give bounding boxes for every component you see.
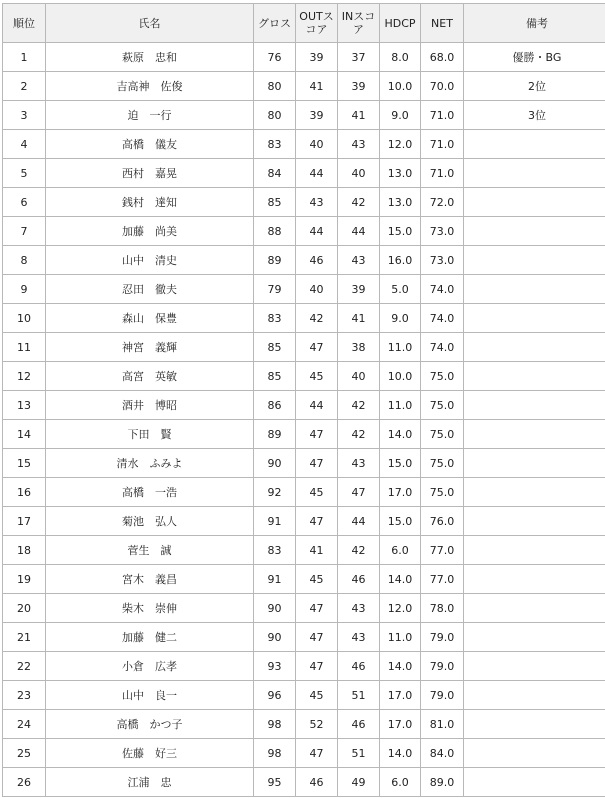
gross-cell: 80 xyxy=(254,101,296,130)
out-score-cell: 45 xyxy=(296,681,338,710)
out-score-cell: 45 xyxy=(296,478,338,507)
hdcp-cell: 8.0 xyxy=(380,43,421,72)
name-cell: 江浦 忠 xyxy=(46,768,254,797)
out-score-cell: 46 xyxy=(296,246,338,275)
out-score-cell: 47 xyxy=(296,507,338,536)
in-score-cell: 42 xyxy=(338,391,380,420)
rank-cell: 23 xyxy=(3,681,46,710)
net-cell: 74.0 xyxy=(421,275,464,304)
net-cell: 75.0 xyxy=(421,420,464,449)
hdcp-cell: 17.0 xyxy=(380,681,421,710)
rank-cell: 13 xyxy=(3,391,46,420)
table-body xyxy=(3,43,605,797)
out-score-cell: 47 xyxy=(296,333,338,362)
out-score-cell: 41 xyxy=(296,72,338,101)
hdcp-cell: 5.0 xyxy=(380,275,421,304)
out-score-cell: 47 xyxy=(296,449,338,478)
out-score-cell: 41 xyxy=(296,536,338,565)
net-cell: 70.0 xyxy=(421,72,464,101)
net-cell: 71.0 xyxy=(421,101,464,130)
gross-cell: 84 xyxy=(254,159,296,188)
table-row xyxy=(3,536,605,565)
table-row xyxy=(3,304,605,333)
in-score-cell: 37 xyxy=(338,43,380,72)
hdcp-cell: 6.0 xyxy=(380,536,421,565)
note-cell xyxy=(464,507,605,536)
name-cell: 西村 嘉晃 xyxy=(46,159,254,188)
rank-cell: 24 xyxy=(3,710,46,739)
table-row xyxy=(3,72,605,101)
net-cell: 74.0 xyxy=(421,333,464,362)
out-score-cell: 39 xyxy=(296,101,338,130)
table-row xyxy=(3,391,605,420)
table-row xyxy=(3,565,605,594)
name-cell: 清水 ふみよ xyxy=(46,449,254,478)
header-net: NET xyxy=(421,4,464,43)
gross-cell: 83 xyxy=(254,130,296,159)
rank-cell: 18 xyxy=(3,536,46,565)
gross-cell: 93 xyxy=(254,652,296,681)
rank-cell: 5 xyxy=(3,159,46,188)
in-score-cell: 41 xyxy=(338,101,380,130)
name-cell: 神宮 義輝 xyxy=(46,333,254,362)
rank-cell: 12 xyxy=(3,362,46,391)
out-score-cell: 39 xyxy=(296,43,338,72)
net-cell: 75.0 xyxy=(421,391,464,420)
gross-cell: 98 xyxy=(254,710,296,739)
table-row xyxy=(3,362,605,391)
table-row xyxy=(3,739,605,768)
rank-cell: 10 xyxy=(3,304,46,333)
out-score-cell: 47 xyxy=(296,623,338,652)
in-score-cell: 40 xyxy=(338,362,380,391)
gross-cell: 90 xyxy=(254,449,296,478)
note-cell xyxy=(464,304,605,333)
hdcp-cell: 11.0 xyxy=(380,391,421,420)
header-rank: 順位 xyxy=(3,4,46,43)
rank-cell: 16 xyxy=(3,478,46,507)
hdcp-cell: 9.0 xyxy=(380,304,421,333)
hdcp-cell: 15.0 xyxy=(380,217,421,246)
header-gross: グロス xyxy=(254,4,296,43)
rank-cell: 7 xyxy=(3,217,46,246)
table-row xyxy=(3,130,605,159)
out-score-cell: 47 xyxy=(296,739,338,768)
net-cell: 79.0 xyxy=(421,652,464,681)
out-score-cell: 40 xyxy=(296,275,338,304)
name-cell: 菅生 誠 xyxy=(46,536,254,565)
gross-cell: 95 xyxy=(254,768,296,797)
in-score-cell: 39 xyxy=(338,275,380,304)
name-cell: 山中 清史 xyxy=(46,246,254,275)
note-cell: 3位 xyxy=(464,101,605,130)
in-score-cell: 51 xyxy=(338,739,380,768)
in-score-cell: 47 xyxy=(338,478,380,507)
out-score-cell: 44 xyxy=(296,217,338,246)
net-cell: 76.0 xyxy=(421,507,464,536)
table-row xyxy=(3,710,605,739)
out-score-cell: 47 xyxy=(296,594,338,623)
note-cell: 2位 xyxy=(464,72,605,101)
table-row xyxy=(3,507,605,536)
note-cell xyxy=(464,188,605,217)
gross-cell: 90 xyxy=(254,623,296,652)
out-score-cell: 40 xyxy=(296,130,338,159)
hdcp-cell: 17.0 xyxy=(380,710,421,739)
hdcp-cell: 14.0 xyxy=(380,739,421,768)
in-score-cell: 40 xyxy=(338,159,380,188)
in-score-cell: 39 xyxy=(338,72,380,101)
net-cell: 75.0 xyxy=(421,362,464,391)
hdcp-cell: 10.0 xyxy=(380,362,421,391)
net-cell: 74.0 xyxy=(421,304,464,333)
hdcp-cell: 13.0 xyxy=(380,159,421,188)
name-cell: 宮木 義昌 xyxy=(46,565,254,594)
in-score-cell: 43 xyxy=(338,246,380,275)
rank-cell: 11 xyxy=(3,333,46,362)
gross-cell: 85 xyxy=(254,362,296,391)
rank-cell: 19 xyxy=(3,565,46,594)
rank-cell: 20 xyxy=(3,594,46,623)
out-score-cell: 52 xyxy=(296,710,338,739)
gross-cell: 92 xyxy=(254,478,296,507)
gross-cell: 76 xyxy=(254,43,296,72)
note-cell xyxy=(464,217,605,246)
in-score-cell: 44 xyxy=(338,217,380,246)
note-cell xyxy=(464,536,605,565)
name-cell: 森山 保豊 xyxy=(46,304,254,333)
note-cell xyxy=(464,768,605,797)
rank-cell: 4 xyxy=(3,130,46,159)
table-header xyxy=(3,4,605,43)
net-cell: 71.0 xyxy=(421,159,464,188)
gross-cell: 91 xyxy=(254,565,296,594)
net-cell: 73.0 xyxy=(421,217,464,246)
note-cell xyxy=(464,739,605,768)
header-name: 氏名 xyxy=(46,4,254,43)
table-row xyxy=(3,43,605,72)
name-cell: 佐藤 好三 xyxy=(46,739,254,768)
name-cell: 加藤 尚美 xyxy=(46,217,254,246)
net-cell: 77.0 xyxy=(421,565,464,594)
note-cell xyxy=(464,449,605,478)
note-cell xyxy=(464,594,605,623)
name-cell: 小倉 広孝 xyxy=(46,652,254,681)
gross-cell: 83 xyxy=(254,304,296,333)
hdcp-cell: 15.0 xyxy=(380,449,421,478)
gross-cell: 90 xyxy=(254,594,296,623)
note-cell xyxy=(464,681,605,710)
gross-cell: 85 xyxy=(254,188,296,217)
gross-cell: 86 xyxy=(254,391,296,420)
note-cell xyxy=(464,478,605,507)
in-score-cell: 42 xyxy=(338,420,380,449)
net-cell: 72.0 xyxy=(421,188,464,217)
note-cell xyxy=(464,623,605,652)
net-cell: 79.0 xyxy=(421,681,464,710)
name-cell: 銭村 達知 xyxy=(46,188,254,217)
name-cell: 高宮 英敏 xyxy=(46,362,254,391)
hdcp-cell: 11.0 xyxy=(380,623,421,652)
name-cell: 迫 一行 xyxy=(46,101,254,130)
out-score-cell: 42 xyxy=(296,304,338,333)
name-cell: 吉高神 佐俊 xyxy=(46,72,254,101)
net-cell: 77.0 xyxy=(421,536,464,565)
rank-cell: 3 xyxy=(3,101,46,130)
table-row xyxy=(3,159,605,188)
gross-cell: 79 xyxy=(254,275,296,304)
in-score-cell: 42 xyxy=(338,188,380,217)
header-note: 備考 xyxy=(464,4,605,43)
note-cell xyxy=(464,275,605,304)
hdcp-cell: 14.0 xyxy=(380,652,421,681)
rank-cell: 6 xyxy=(3,188,46,217)
hdcp-cell: 6.0 xyxy=(380,768,421,797)
in-score-cell: 43 xyxy=(338,594,380,623)
gross-cell: 83 xyxy=(254,536,296,565)
hdcp-cell: 15.0 xyxy=(380,507,421,536)
in-score-cell: 49 xyxy=(338,768,380,797)
gross-cell: 98 xyxy=(254,739,296,768)
out-score-cell: 43 xyxy=(296,188,338,217)
hdcp-cell: 10.0 xyxy=(380,72,421,101)
rank-cell: 26 xyxy=(3,768,46,797)
rank-cell: 21 xyxy=(3,623,46,652)
hdcp-cell: 17.0 xyxy=(380,478,421,507)
rank-cell: 9 xyxy=(3,275,46,304)
in-score-cell: 46 xyxy=(338,565,380,594)
note-cell xyxy=(464,159,605,188)
hdcp-cell: 9.0 xyxy=(380,101,421,130)
gross-cell: 80 xyxy=(254,72,296,101)
table-row xyxy=(3,449,605,478)
gross-cell: 85 xyxy=(254,333,296,362)
rank-cell: 22 xyxy=(3,652,46,681)
gross-cell: 91 xyxy=(254,507,296,536)
gross-cell: 88 xyxy=(254,217,296,246)
gross-cell: 89 xyxy=(254,246,296,275)
net-cell: 75.0 xyxy=(421,449,464,478)
table-row xyxy=(3,623,605,652)
table-row xyxy=(3,652,605,681)
name-cell: 柴木 崇伸 xyxy=(46,594,254,623)
name-cell: 菊池 弘人 xyxy=(46,507,254,536)
table-row xyxy=(3,768,605,797)
note-cell xyxy=(464,130,605,159)
net-cell: 71.0 xyxy=(421,130,464,159)
note-cell xyxy=(464,362,605,391)
rank-cell: 17 xyxy=(3,507,46,536)
in-score-cell: 51 xyxy=(338,681,380,710)
table-row xyxy=(3,101,605,130)
rank-cell: 15 xyxy=(3,449,46,478)
hdcp-cell: 12.0 xyxy=(380,594,421,623)
name-cell: 加藤 健二 xyxy=(46,623,254,652)
hdcp-cell: 13.0 xyxy=(380,188,421,217)
note-cell xyxy=(464,420,605,449)
name-cell: 高橋 儀友 xyxy=(46,130,254,159)
name-cell: 酒井 博昭 xyxy=(46,391,254,420)
table-row xyxy=(3,275,605,304)
in-score-cell: 43 xyxy=(338,449,380,478)
hdcp-cell: 14.0 xyxy=(380,420,421,449)
table-row xyxy=(3,246,605,275)
net-cell: 78.0 xyxy=(421,594,464,623)
out-score-cell: 45 xyxy=(296,565,338,594)
note-cell xyxy=(464,710,605,739)
rank-cell: 8 xyxy=(3,246,46,275)
name-cell: 忍田 徹夫 xyxy=(46,275,254,304)
header-in-score: INスコア xyxy=(338,4,380,43)
net-cell: 73.0 xyxy=(421,246,464,275)
rank-cell: 1 xyxy=(3,43,46,72)
name-cell: 高橋 一浩 xyxy=(46,478,254,507)
hdcp-cell: 14.0 xyxy=(380,565,421,594)
in-score-cell: 38 xyxy=(338,333,380,362)
in-score-cell: 43 xyxy=(338,130,380,159)
out-score-cell: 46 xyxy=(296,768,338,797)
table-row xyxy=(3,188,605,217)
note-cell xyxy=(464,391,605,420)
in-score-cell: 46 xyxy=(338,710,380,739)
header-hdcp: HDCP xyxy=(380,4,421,43)
note-cell xyxy=(464,246,605,275)
in-score-cell: 43 xyxy=(338,623,380,652)
net-cell: 84.0 xyxy=(421,739,464,768)
gross-cell: 96 xyxy=(254,681,296,710)
hdcp-cell: 11.0 xyxy=(380,333,421,362)
table-row xyxy=(3,420,605,449)
note-cell xyxy=(464,333,605,362)
out-score-cell: 47 xyxy=(296,652,338,681)
note-cell xyxy=(464,652,605,681)
out-score-cell: 44 xyxy=(296,391,338,420)
net-cell: 68.0 xyxy=(421,43,464,72)
out-score-cell: 44 xyxy=(296,159,338,188)
net-cell: 89.0 xyxy=(421,768,464,797)
table-row xyxy=(3,478,605,507)
rank-cell: 25 xyxy=(3,739,46,768)
hdcp-cell: 16.0 xyxy=(380,246,421,275)
note-cell: 優勝・BG xyxy=(464,43,605,72)
in-score-cell: 44 xyxy=(338,507,380,536)
hdcp-cell: 12.0 xyxy=(380,130,421,159)
net-cell: 81.0 xyxy=(421,710,464,739)
header-out-score: OUTスコア xyxy=(296,4,338,43)
in-score-cell: 41 xyxy=(338,304,380,333)
net-cell: 79.0 xyxy=(421,623,464,652)
name-cell: 下田 賢 xyxy=(46,420,254,449)
table-row xyxy=(3,681,605,710)
name-cell: 高橋 かつ子 xyxy=(46,710,254,739)
name-cell: 山中 良一 xyxy=(46,681,254,710)
note-cell xyxy=(464,565,605,594)
table-row xyxy=(3,217,605,246)
in-score-cell: 42 xyxy=(338,536,380,565)
results-table-container xyxy=(2,3,605,797)
in-score-cell: 46 xyxy=(338,652,380,681)
rank-cell: 2 xyxy=(3,72,46,101)
table-row xyxy=(3,594,605,623)
out-score-cell: 47 xyxy=(296,420,338,449)
results-table xyxy=(2,3,605,797)
gross-cell: 89 xyxy=(254,420,296,449)
table-row xyxy=(3,333,605,362)
header-row xyxy=(3,4,605,43)
rank-cell: 14 xyxy=(3,420,46,449)
net-cell: 75.0 xyxy=(421,478,464,507)
name-cell: 萩原 忠和 xyxy=(46,43,254,72)
out-score-cell: 45 xyxy=(296,362,338,391)
